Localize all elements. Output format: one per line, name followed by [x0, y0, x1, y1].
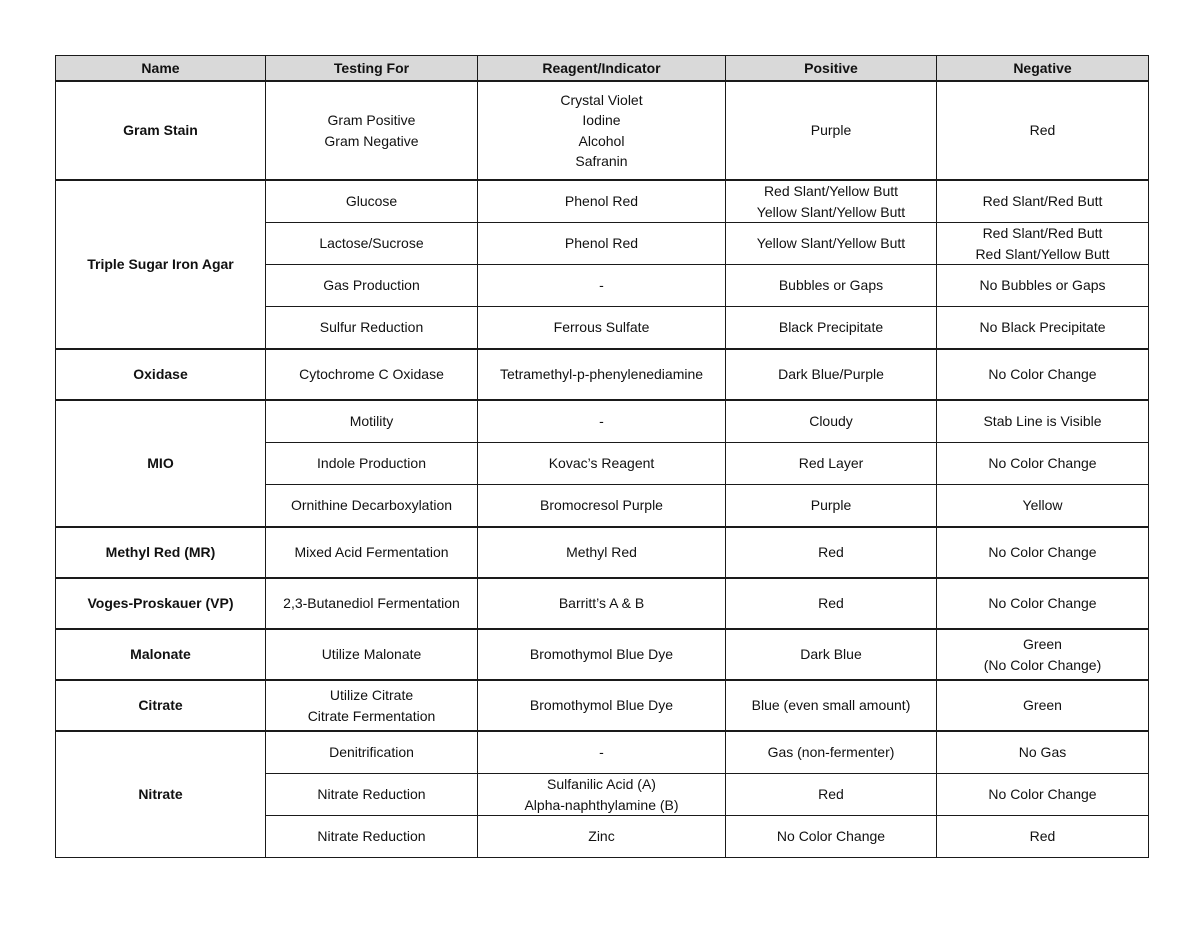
test-group: [56, 680, 1149, 731]
reagent-cell: [478, 400, 726, 443]
test-group: [56, 349, 1149, 400]
positive-cell: [726, 485, 937, 528]
test-name-cell: Citrate: [56, 680, 266, 731]
cell-line: Green: [1023, 697, 1062, 714]
reagent-cell: [478, 731, 726, 774]
cell-line: Indole Production: [317, 455, 426, 472]
reagent-cell: [478, 680, 726, 731]
test-name-cell: Malonate: [56, 629, 266, 680]
cell-line: Barritt’s A & B: [558, 595, 645, 612]
testing-for-cell: [266, 443, 478, 485]
cell-line: Red: [818, 786, 844, 803]
header-name: Name: [56, 56, 266, 82]
cell-line: (No Color Change): [983, 656, 1102, 673]
cell-line: Red: [818, 595, 844, 612]
cell-line: Gram Positive: [327, 112, 416, 128]
positive-cell: [726, 816, 937, 858]
cell-line: Motility: [349, 413, 394, 430]
table-header: [56, 56, 1149, 82]
negative-cell: [937, 443, 1149, 485]
cell-line: Phenol Red: [564, 193, 639, 210]
cell-line: Red Slant/Red Butt: [982, 193, 1103, 210]
cell-line: Utilize Citrate: [329, 687, 414, 703]
cell-line: Phenol Red: [564, 235, 639, 252]
test-name-cell: MIO: [56, 400, 266, 527]
testing-for-cell: [266, 180, 478, 223]
reagent-cell: [478, 180, 726, 223]
positive-cell: [726, 731, 937, 774]
negative-cell: [937, 265, 1149, 307]
negative-cell: [937, 629, 1149, 680]
reagent-cell: [478, 81, 726, 180]
cell-line: Red Slant/Yellow Butt: [975, 245, 1110, 262]
positive-cell: [726, 180, 937, 223]
cell-line: Gram Negative: [324, 132, 419, 149]
cell-line: Alpha-naphthylamine (B): [524, 796, 679, 813]
cell-line: Dark Blue/Purple: [778, 366, 884, 383]
cell-line: 2,3-Butanediol Fermentation: [283, 595, 460, 612]
testing-for-cell: [266, 265, 478, 307]
reagent-cell: [478, 443, 726, 485]
cell-line: -: [599, 744, 604, 761]
negative-cell: [937, 81, 1149, 180]
reagent-cell: [478, 265, 726, 307]
negative-cell: [937, 578, 1149, 629]
testing-for-cell: [266, 307, 478, 350]
cell-line: Citrate Fermentation: [307, 707, 436, 724]
biochemical-tests-table: [55, 55, 1149, 858]
reagent-cell: [478, 629, 726, 680]
cell-line: Red Slant/Red Butt: [982, 225, 1103, 241]
positive-cell: [726, 578, 937, 629]
testing-for-cell: [266, 349, 478, 400]
positive-cell: [726, 527, 937, 578]
table-row: [56, 81, 1149, 180]
cell-line: Purple: [810, 122, 852, 139]
cell-line: Red Slant/Yellow Butt: [763, 183, 899, 199]
reagent-cell: [478, 816, 726, 858]
cell-line: Ferrous Sulfate: [553, 319, 650, 336]
table-row: [56, 731, 1149, 774]
positive-cell: [726, 629, 937, 680]
test-group: [56, 527, 1149, 578]
testing-for-cell: [266, 731, 478, 774]
negative-cell: [937, 774, 1149, 816]
table-row: [56, 578, 1149, 629]
cell-line: Red: [1029, 122, 1056, 139]
cell-line: -: [599, 277, 604, 294]
cell-line: Blue (even small amount): [751, 697, 911, 714]
testing-for-cell: [266, 527, 478, 578]
cell-line: Iodine: [582, 112, 621, 128]
positive-cell: [726, 307, 937, 350]
test-group: [56, 81, 1149, 180]
test-name-cell: Voges-Proskauer (VP): [56, 578, 266, 629]
table-row: [56, 400, 1149, 443]
reagent-cell: [478, 578, 726, 629]
negative-cell: [937, 400, 1149, 443]
cell-line: Sulfur Reduction: [319, 319, 424, 336]
cell-line: Cloudy: [809, 413, 853, 430]
cell-line: No Color Change: [988, 455, 1097, 472]
testing-for-cell: [266, 680, 478, 731]
testing-for-cell: [266, 629, 478, 680]
cell-line: Cytochrome C Oxidase: [299, 366, 444, 383]
cell-line: Ornithine Decarboxylation: [290, 497, 453, 514]
negative-cell: [937, 731, 1149, 774]
header-reagent-indicator: Reagent/Indicator: [478, 56, 726, 82]
testing-for-cell: [266, 578, 478, 629]
cell-line: Stab Line is Visible: [983, 413, 1102, 430]
test-name-cell: Oxidase: [56, 349, 266, 400]
cell-line: Kovac’s Reagent: [548, 455, 655, 472]
cell-line: Yellow Slant/Yellow Butt: [756, 235, 906, 252]
test-group: [56, 400, 1149, 527]
negative-cell: [937, 485, 1149, 528]
cell-line: Glucose: [345, 193, 398, 210]
negative-cell: [937, 180, 1149, 223]
test-group: [56, 180, 1149, 349]
negative-cell: [937, 680, 1149, 731]
cell-line: Bromothymol Blue Dye: [529, 646, 674, 663]
reagent-cell: [478, 774, 726, 816]
testing-for-cell: [266, 400, 478, 443]
cell-line: Safranin: [575, 153, 628, 169]
header-positive: Positive: [726, 56, 937, 82]
cell-line: No Color Change: [776, 828, 886, 845]
reagent-cell: [478, 223, 726, 265]
test-name-cell: Triple Sugar Iron Agar: [56, 180, 266, 349]
positive-cell: [726, 680, 937, 731]
testing-for-cell: [266, 81, 478, 180]
test-name-cell: Gram Stain: [56, 81, 266, 180]
table-row: [56, 180, 1149, 223]
reagent-cell: [478, 485, 726, 528]
positive-cell: [726, 81, 937, 180]
cell-line: Sulfanilic Acid (A): [547, 776, 656, 792]
cell-line: Tetramethyl-p-phenylenediamine: [499, 366, 704, 383]
cell-line: Green: [1023, 636, 1062, 652]
test-name-cell: Methyl Red (MR): [56, 527, 266, 578]
reagent-cell: [478, 527, 726, 578]
reagent-cell: [478, 307, 726, 350]
cell-line: Gas (non-fermenter): [767, 744, 895, 761]
cell-line: No Color Change: [988, 544, 1097, 561]
cell-line: Red: [818, 544, 844, 561]
cell-line: Nitrate Reduction: [317, 786, 426, 803]
cell-line: Methyl Red: [566, 544, 637, 561]
testing-for-cell: [266, 816, 478, 858]
header-testing-for: Testing For: [266, 56, 478, 82]
cell-line: Black Precipitate: [778, 319, 884, 336]
cell-line: Alcohol: [578, 132, 625, 149]
cell-line: -: [599, 413, 604, 430]
cell-line: Zinc: [588, 828, 615, 845]
cell-line: Crystal Violet: [560, 91, 643, 108]
cell-line: No Bubbles or Gaps: [979, 277, 1106, 294]
negative-cell: [937, 349, 1149, 400]
positive-cell: [726, 400, 937, 443]
cell-line: No Color Change: [988, 366, 1097, 383]
test-group: [56, 578, 1149, 629]
test-name-cell: Nitrate: [56, 731, 266, 858]
testing-for-cell: [266, 223, 478, 265]
cell-line: Bromocresol Purple: [540, 497, 663, 514]
header-negative: Negative: [937, 56, 1149, 82]
cell-line: Lactose/Sucrose: [319, 235, 424, 252]
positive-cell: [726, 443, 937, 485]
cell-line: No Black Precipitate: [979, 319, 1106, 336]
table-row: [56, 680, 1149, 731]
cell-line: Red Layer: [798, 455, 864, 472]
cell-line: No Gas: [1018, 744, 1067, 761]
testing-for-cell: [266, 485, 478, 528]
cell-line: Mixed Acid Fermentation: [294, 544, 449, 561]
positive-cell: [726, 349, 937, 400]
test-group: [56, 629, 1149, 680]
positive-cell: [726, 265, 937, 307]
negative-cell: [937, 816, 1149, 858]
positive-cell: [726, 774, 937, 816]
reagent-cell: [478, 349, 726, 400]
table-row: [56, 349, 1149, 400]
testing-for-cell: [266, 774, 478, 816]
cell-line: Bromothymol Blue Dye: [529, 697, 674, 714]
cell-line: Red: [1029, 828, 1056, 845]
cell-line: No Color Change: [988, 786, 1097, 803]
cell-line: Denitrification: [329, 744, 414, 761]
cell-line: No Color Change: [988, 595, 1097, 612]
negative-cell: [937, 223, 1149, 265]
cell-line: Yellow: [1022, 497, 1063, 514]
table-row: [56, 527, 1149, 578]
cell-line: Dark Blue: [800, 646, 862, 663]
cell-line: Utilize Malonate: [321, 646, 422, 663]
positive-cell: [726, 223, 937, 265]
test-group: [56, 731, 1149, 858]
negative-cell: [937, 527, 1149, 578]
table-row: [56, 629, 1149, 680]
cell-line: Gas Production: [323, 277, 420, 294]
cell-line: Nitrate Reduction: [317, 828, 426, 845]
header-row: [56, 56, 1149, 82]
negative-cell: [937, 307, 1149, 350]
cell-line: Purple: [810, 497, 852, 514]
cell-line: Bubbles or Gaps: [778, 277, 884, 294]
cell-line: Yellow Slant/Yellow Butt: [756, 203, 906, 220]
